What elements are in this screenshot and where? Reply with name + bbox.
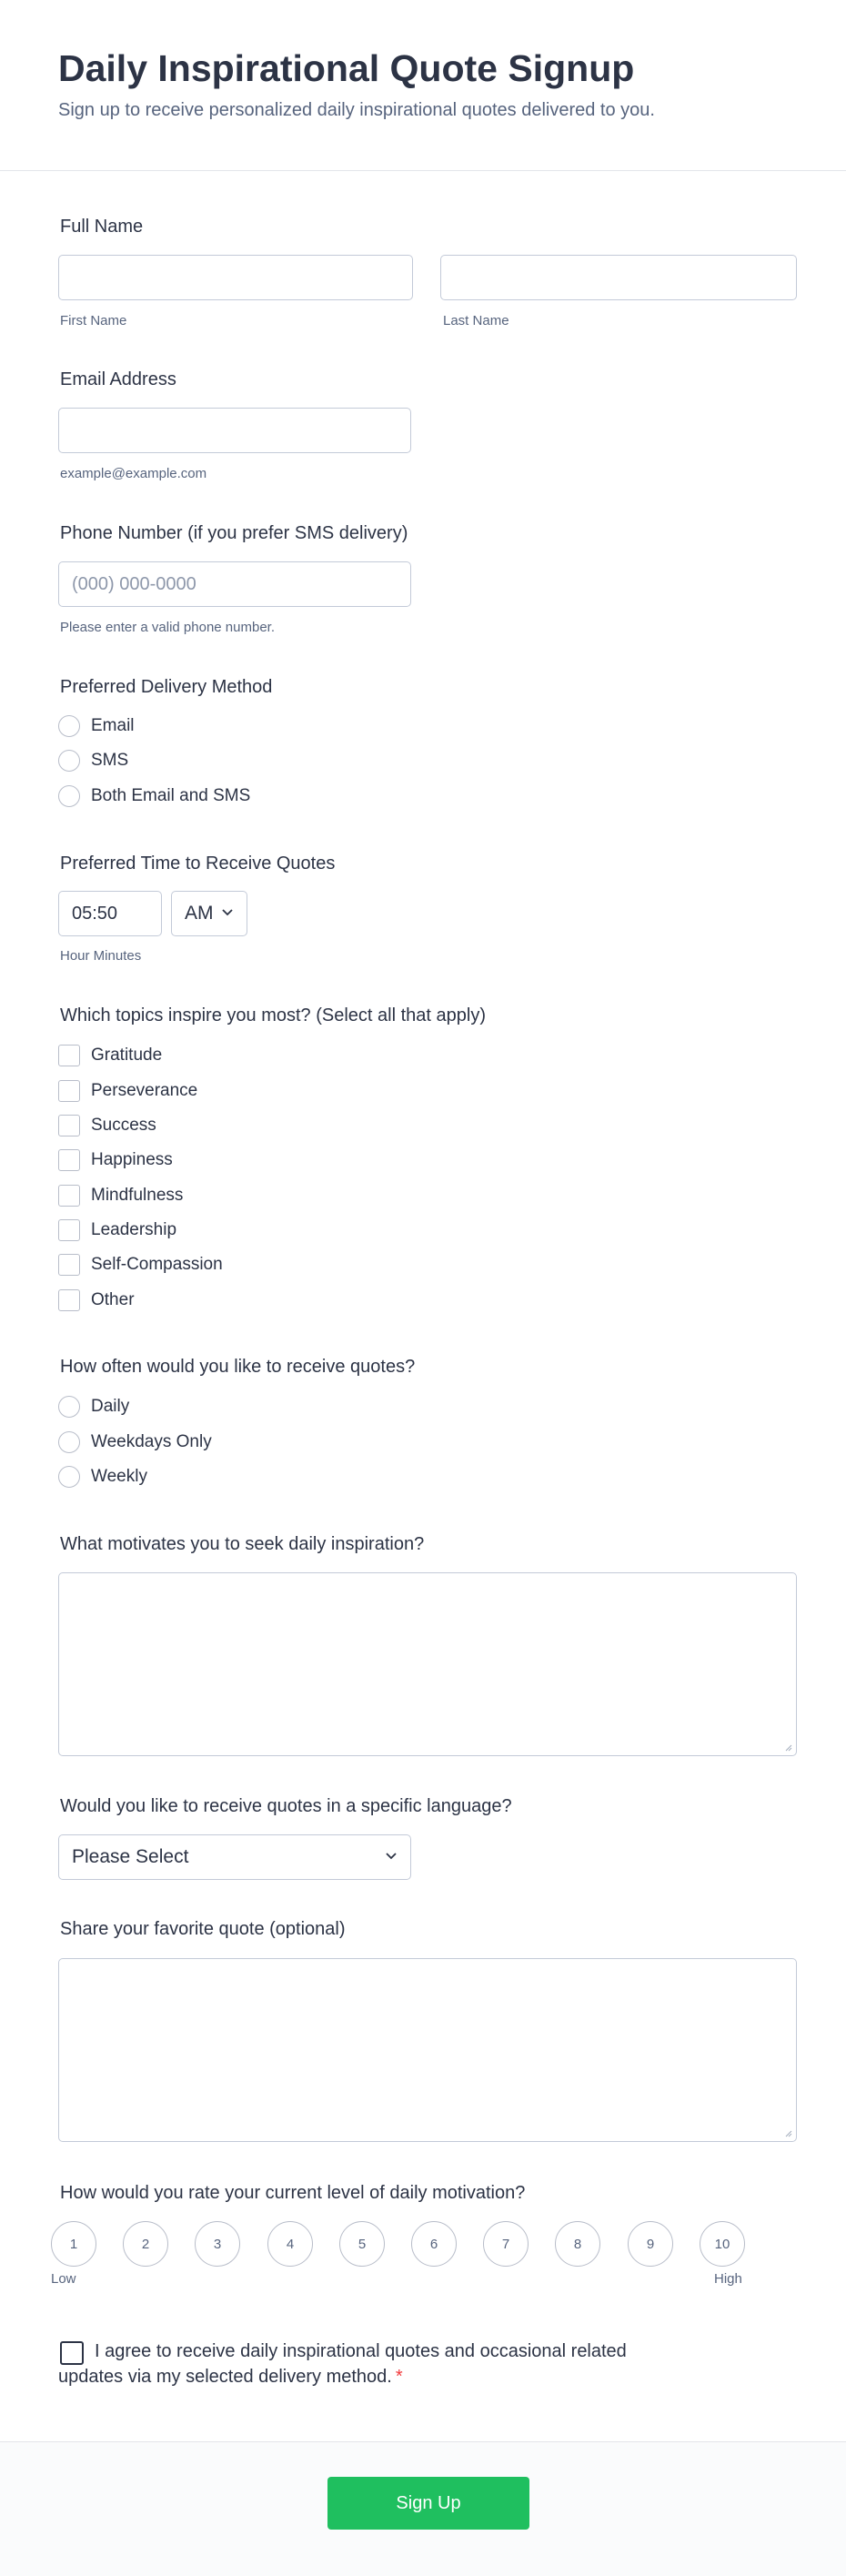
email-label: Email Address	[60, 369, 176, 389]
frequency-option-weekly[interactable]	[58, 1465, 147, 1489]
delivery-option-sms[interactable]	[58, 749, 128, 773]
agree-statement	[58, 2339, 677, 2389]
time-sublabel: Hour Minutes	[60, 948, 142, 964]
rating-option-1[interactable]: 1	[51, 2221, 96, 2267]
phone-label: Phone Number (if you prefer SMS delivery)	[60, 523, 408, 543]
full-name-label: Full Name	[60, 217, 144, 237]
topic-option-perseverance[interactable]	[58, 1079, 197, 1103]
language-label: Would you like to receive quotes in a specific language?	[60, 1796, 512, 1816]
topics-label: Which topics inspire you most? (Select all that apply)	[60, 1005, 486, 1025]
rating-option-5[interactable]: 5	[339, 2221, 385, 2267]
phone-sublabel: Please enter a valid phone number.	[60, 620, 275, 635]
checkbox[interactable]	[58, 1149, 80, 1171]
rating-option-3[interactable]: 3	[195, 2221, 240, 2267]
ampm-select[interactable]	[171, 891, 247, 936]
option-label: Happiness	[91, 1150, 173, 1169]
favorite-quote-label: Share your favorite quote (optional)	[60, 1919, 346, 1939]
sign-up-button[interactable]: Sign Up	[327, 2477, 529, 2530]
time-input[interactable]: 05:50	[58, 891, 162, 936]
rating-label: How would you rate your current level of daily motivation?	[60, 2183, 526, 2203]
checkbox[interactable]	[58, 1219, 80, 1241]
checkbox[interactable]	[58, 1185, 80, 1207]
radio-button[interactable]	[58, 785, 80, 807]
topic-option-success[interactable]	[58, 1114, 156, 1137]
required-asterisk: *	[395, 2367, 403, 2387]
topic-option-leadership[interactable]	[58, 1218, 176, 1242]
rating-low-label: Low	[51, 2271, 76, 2287]
resize-handle-icon[interactable]	[784, 1743, 792, 1752]
last-name-input[interactable]	[440, 255, 797, 300]
time-label: Preferred Time to Receive Quotes	[60, 854, 336, 874]
checkbox[interactable]	[58, 1080, 80, 1102]
radio-button[interactable]	[58, 750, 80, 772]
radio-button[interactable]	[58, 715, 80, 737]
option-label: Email	[91, 716, 135, 735]
rating-option-10[interactable]: 10	[700, 2221, 745, 2267]
form-header	[0, 0, 846, 171]
phone-input[interactable]: (000) 000-0000	[58, 561, 411, 607]
rating-option-9[interactable]: 9	[628, 2221, 673, 2267]
first-name-input[interactable]	[58, 255, 413, 300]
favorite-quote-textarea[interactable]	[58, 1958, 797, 2142]
agree-label: I agree to receive daily inspirational quotes and occasional related updates via my selected delivery method.	[58, 2341, 627, 2387]
rating-option-4[interactable]: 4	[267, 2221, 313, 2267]
first-name-sublabel: First Name	[60, 313, 127, 328]
option-label: Self-Compassion	[91, 1255, 223, 1274]
option-label: Weekdays Only	[91, 1432, 212, 1451]
delivery-label: Preferred Delivery Method	[60, 677, 273, 697]
option-label: Success	[91, 1116, 156, 1135]
chevron-down-icon	[221, 908, 234, 917]
rating-option-6[interactable]: 6	[411, 2221, 457, 2267]
motivation-label: What motivates you to seek daily inspiration?	[60, 1534, 425, 1554]
option-label: Weekly	[91, 1467, 147, 1486]
option-label: SMS	[91, 751, 129, 770]
frequency-label: How often would you like to receive quotes?	[60, 1357, 416, 1377]
language-selected-value: Please Select	[72, 1846, 189, 1867]
topic-option-happiness[interactable]	[58, 1148, 173, 1172]
topic-option-mindfulness[interactable]	[58, 1184, 183, 1207]
rating-option-2[interactable]: 2	[123, 2221, 168, 2267]
topic-option-gratitude[interactable]	[58, 1044, 162, 1067]
frequency-option-daily[interactable]	[58, 1395, 129, 1419]
radio-button[interactable]	[58, 1396, 80, 1418]
topic-option-self-compassion[interactable]	[58, 1253, 223, 1277]
ampm-value: AM	[185, 903, 214, 924]
option-label: Perseverance	[91, 1081, 198, 1100]
email-sublabel: example@example.com	[60, 466, 207, 481]
last-name-sublabel: Last Name	[443, 313, 509, 328]
frequency-option-weekdays[interactable]	[58, 1430, 212, 1454]
option-label: Other	[91, 1290, 135, 1309]
radio-button[interactable]	[58, 1431, 80, 1453]
delivery-option-email[interactable]	[58, 714, 135, 738]
page-subtitle: Sign up to receive personalized daily inspirational quotes delivered to you.	[58, 100, 655, 120]
rating-option-7[interactable]: 7	[483, 2221, 529, 2267]
motivation-textarea[interactable]	[58, 1572, 797, 1756]
language-select[interactable]	[58, 1834, 411, 1880]
option-label: Gratitude	[91, 1046, 163, 1065]
option-label: Both Email and SMS	[91, 786, 251, 805]
resize-handle-icon[interactable]	[784, 2129, 792, 2137]
delivery-option-both[interactable]	[58, 784, 250, 808]
rating-high-label: High	[714, 2271, 742, 2287]
email-input[interactable]	[58, 408, 411, 453]
checkbox[interactable]	[58, 1254, 80, 1276]
checkbox[interactable]	[58, 1045, 80, 1066]
checkbox[interactable]	[58, 1289, 80, 1311]
option-label: Daily	[91, 1397, 130, 1416]
topic-option-other[interactable]	[58, 1288, 135, 1312]
option-label: Mindfulness	[91, 1186, 184, 1205]
option-label: Leadership	[91, 1220, 177, 1239]
chevron-down-icon	[385, 1852, 398, 1861]
radio-button[interactable]	[58, 1466, 80, 1488]
page-title: Daily Inspirational Quote Signup	[58, 47, 635, 89]
checkbox[interactable]	[58, 1115, 80, 1136]
rating-option-8[interactable]: 8	[555, 2221, 600, 2267]
